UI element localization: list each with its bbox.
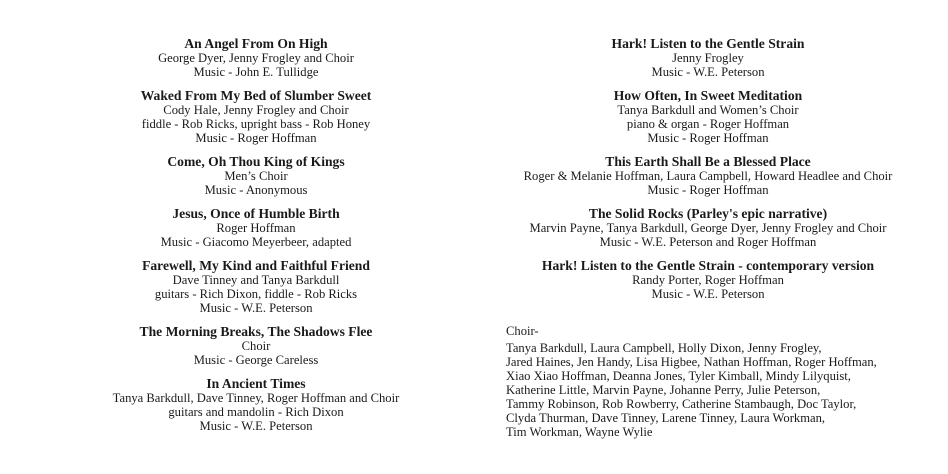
track-credit: Tanya Barkdull, Dave Tinney, Roger Hoffman and Choir [112, 391, 400, 405]
track-credit: fiddle - Rob Ricks, upright bass - Rob Honey [141, 117, 371, 131]
track-title: Jesus, Once of Humble Birth [172, 206, 340, 221]
track-credit: Marvin Payne, Tanya Barkdull, George Dyer, Jenny Frogley and Choir [529, 221, 887, 235]
track-credit: Choir [241, 339, 271, 353]
choir-member-line: Tammy Robinson, Rob Rowberry, Catherine Stambaugh, Doc Taylor, [506, 397, 857, 411]
track-credit: Randy Porter, Roger Hoffman [632, 273, 784, 287]
track-credit: Jenny Frogley [672, 51, 744, 65]
track-credit: Cody Hale, Jenny Frogley and Choir [163, 103, 349, 117]
track-entry [488, 36, 928, 79]
track-credit: piano & organ - Roger Hoffman [626, 117, 790, 131]
track-entry [488, 154, 928, 197]
track-credit: Music - Roger Hoffman [647, 183, 769, 197]
track-credit: Music - Giacomo Meyerbeer, adapted [160, 235, 352, 249]
right-track-column [488, 36, 928, 310]
track-credit: Men’s Choir [224, 169, 288, 183]
track-credit: Music - George Careless [193, 353, 319, 367]
track-title: In Ancient Times [206, 376, 306, 391]
track-title: The Solid Rocks (Parley's epic narrative) [588, 206, 828, 221]
track-credit: Music - W.E. Peterson [199, 419, 313, 433]
choir-member-line: Jared Haines, Jen Handy, Lisa Higbee, Nathan Hoffman, Roger Hoffman, [506, 355, 877, 369]
track-entry [488, 206, 928, 249]
track-credit: guitars - Rich Dixon, fiddle - Rob Ricks [154, 287, 358, 301]
track-credit: Roger Hoffman [216, 221, 296, 235]
track-credit: Music - W.E. Peterson [651, 65, 765, 79]
choir-member-line: Tim Workman, Wayne Wylie [506, 425, 653, 439]
track-credit: Dave Tinney and Tanya Barkdull [172, 273, 340, 287]
track-entry [46, 36, 466, 79]
track-credit: Music - W.E. Peterson [199, 301, 313, 315]
choir-member-line: Clyda Thurman, Dave Tinney, Larene Tinney, Laura Workman, [506, 411, 826, 425]
track-title: Waked From My Bed of Slumber Sweet [140, 88, 372, 103]
track-credit: Music - Anonymous [204, 183, 308, 197]
track-credit: Music - Roger Hoffman [647, 131, 769, 145]
track-entry [46, 88, 466, 145]
choir-member-line: Tanya Barkdull, Laura Campbell, Holly Dixon, Jenny Frogley, [506, 341, 822, 355]
track-credit: George Dyer, Jenny Frogley and Choir [158, 51, 354, 65]
track-credit: Music - Roger Hoffman [195, 131, 317, 145]
track-entry [46, 376, 466, 433]
track-title: Hark! Listen to the Gentle Strain [611, 36, 805, 51]
track-credit: Roger & Melanie Hoffman, Laura Campbell, Howard Headlee and Choir [523, 169, 893, 183]
track-credit: Music - John E. Tullidge [193, 65, 319, 79]
track-entry [46, 154, 466, 197]
track-title: This Earth Shall Be a Blessed Place [605, 154, 811, 169]
track-title: How Often, In Sweet Meditation [613, 88, 803, 103]
choir-member-list [506, 341, 936, 439]
track-credit: Music - W.E. Peterson and Roger Hoffman [599, 235, 817, 249]
track-entry [46, 206, 466, 249]
track-credit: Tanya Barkdull and Women’s Choir [617, 103, 799, 117]
track-entry [46, 258, 466, 315]
track-title: Come, Oh Thou King of Kings [167, 154, 345, 169]
choir-label: Choir- [506, 324, 539, 338]
left-track-column [46, 36, 466, 442]
track-title: Farewell, My Kind and Faithful Friend [142, 258, 370, 273]
track-title: The Morning Breaks, The Shadows Flee [139, 324, 373, 339]
track-entry [488, 258, 928, 301]
choir-member-line: Katherine Little, Marvin Payne, Johanne Perry, Julie Peterson, [506, 383, 821, 397]
track-entry [46, 324, 466, 367]
choir-members-section [506, 324, 936, 439]
track-title: Hark! Listen to the Gentle Strain - contemporary version [541, 258, 875, 273]
track-credit: guitars and mandolin - Rich Dixon [168, 405, 344, 419]
track-credit: Music - W.E. Peterson [651, 287, 765, 301]
track-entry [488, 88, 928, 145]
track-title: An Angel From On High [184, 36, 328, 51]
choir-member-line: Xiao Xiao Hoffman, Deanna Jones, Tyler Kimball, Mindy Lilyquist, [506, 369, 851, 383]
